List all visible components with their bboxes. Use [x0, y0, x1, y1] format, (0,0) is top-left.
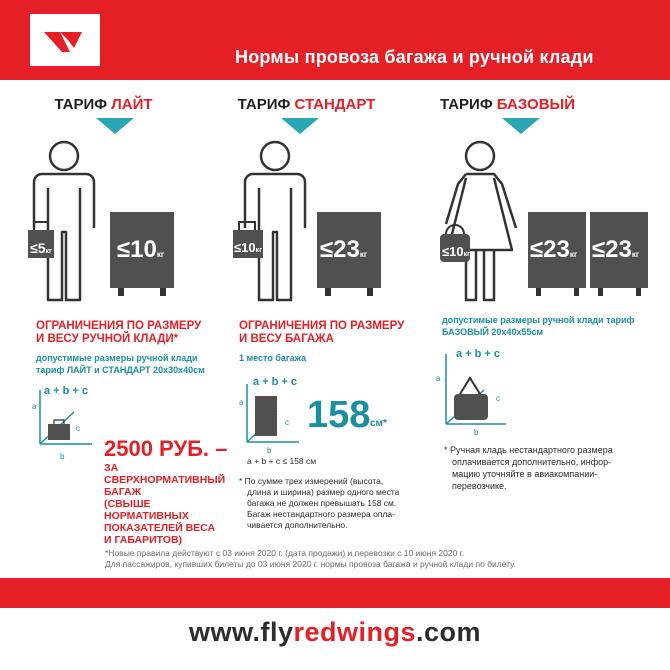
footnote-old-tickets: Для пассажиров, купивших билеты до 03 июня 2020 г. нормы провоза багажа и ручной клади по билету.	[105, 559, 516, 569]
baggage-count-text: 1 место багажа	[239, 353, 307, 363]
axis-c-label: c	[496, 394, 500, 403]
axis-b-label: b	[474, 428, 479, 437]
baggage-size-note: * По сумме трех измерений (высота, длина и ширина) размер одного места багажа не должен превышать 158 см. Багаж нестандартного размера опла- чивается дополнительно.	[239, 476, 400, 530]
overweight-price-note: ЗА СВЕРХНОРМАТИВНЫЙ БАГАЖ (СВЫШЕ НОРМАТИВНЫХ ПОКАЗАТЕЛЕЙ ВЕСА И ГАБАРИТОВ)	[104, 462, 226, 546]
website-link[interactable]: www.flyredwings.com	[188, 617, 482, 647]
max-size-value: 158	[307, 394, 371, 436]
limit-heading: ОГРАНИЧЕНИЯ ПО РАЗМЕРУ И ВЕСУ РУЧНОЙ КЛАДИ*	[36, 320, 202, 345]
suitcase-weight-label: ≤23кг	[592, 236, 640, 263]
axis-b-label: b	[60, 452, 65, 461]
axis-c-label: c	[285, 418, 289, 427]
footer-band	[0, 578, 670, 608]
formula-text: a + b + c	[253, 376, 298, 388]
tariff-lite-marker-icon	[96, 118, 134, 134]
suitcase-weight-label: ≤23кг	[530, 236, 578, 263]
axis-a-label: a	[436, 374, 441, 383]
header-bar	[0, 0, 670, 80]
hand-bag-weight-label: ≤10кг	[234, 240, 263, 255]
tariff-standard-title: ТАРИФ СТАНДАРТ	[237, 96, 376, 113]
axis-c-label: c	[76, 424, 80, 433]
tariff-basic-column	[436, 88, 669, 558]
tariff-basic-marker-icon	[502, 118, 540, 134]
footnote-rules-date: *Новые правила действуют с 03 июня 2020 г. (дата продажи) и перевозки с 10 июня 2020 г.	[105, 548, 465, 558]
size-limits-text: допустимые размеры ручной клади тариф ЛАЙТ и СТАНДАРТ 20х30х40см	[36, 353, 205, 375]
tariff-lite-column	[0, 88, 228, 558]
tariff-standard-column	[223, 88, 446, 558]
overweight-price: 2500 РУБ. –	[104, 436, 228, 461]
woman-with-bag-icon	[432, 138, 658, 308]
hand-bag-weight-label: ≤5кг	[30, 240, 52, 256]
page-title: Нормы провоза багажа и ручной клади	[235, 47, 594, 67]
formula-limit-text: a + b + c ≤ 158 см	[247, 456, 317, 466]
formula-text: a + b + c	[44, 385, 89, 397]
limit-heading: ОГРАНИЧЕНИЯ ПО РАЗМЕРУ И ВЕСУ БАГАЖА	[239, 320, 405, 345]
axis-b-label: b	[267, 446, 272, 455]
hand-bag-weight-label: ≤10кг	[442, 244, 471, 259]
tariff-lite-title: ТАРИФ ЛАЙТ	[54, 96, 153, 113]
tariff-standard-marker-icon	[281, 118, 319, 134]
formula-text: a + b + c	[456, 348, 501, 360]
max-size-unit: см*	[370, 418, 387, 429]
tariff-basic-title: ТАРИФ БАЗОВЫЙ	[439, 96, 576, 113]
red-wings-logo	[30, 14, 100, 66]
hand-luggage-note: * Ручная кладь нестандартного размера оплачивается дополнительно, инфор- мацию уточняйте в авиакомпании- перевозчике.	[444, 445, 613, 491]
axis-a-label: a	[32, 402, 37, 411]
axis-a-label: a	[239, 398, 244, 407]
size-limits-text: допустимые размеры ручной клади тариф БАЗОВЫЙ 20х40х55см	[442, 315, 635, 337]
man-with-bag-icon	[20, 138, 220, 308]
suitcase-weight-label: ≤10кг	[117, 236, 165, 263]
suitcase-weight-label: ≤23кг	[320, 236, 368, 263]
man-with-bag-icon	[231, 138, 431, 308]
